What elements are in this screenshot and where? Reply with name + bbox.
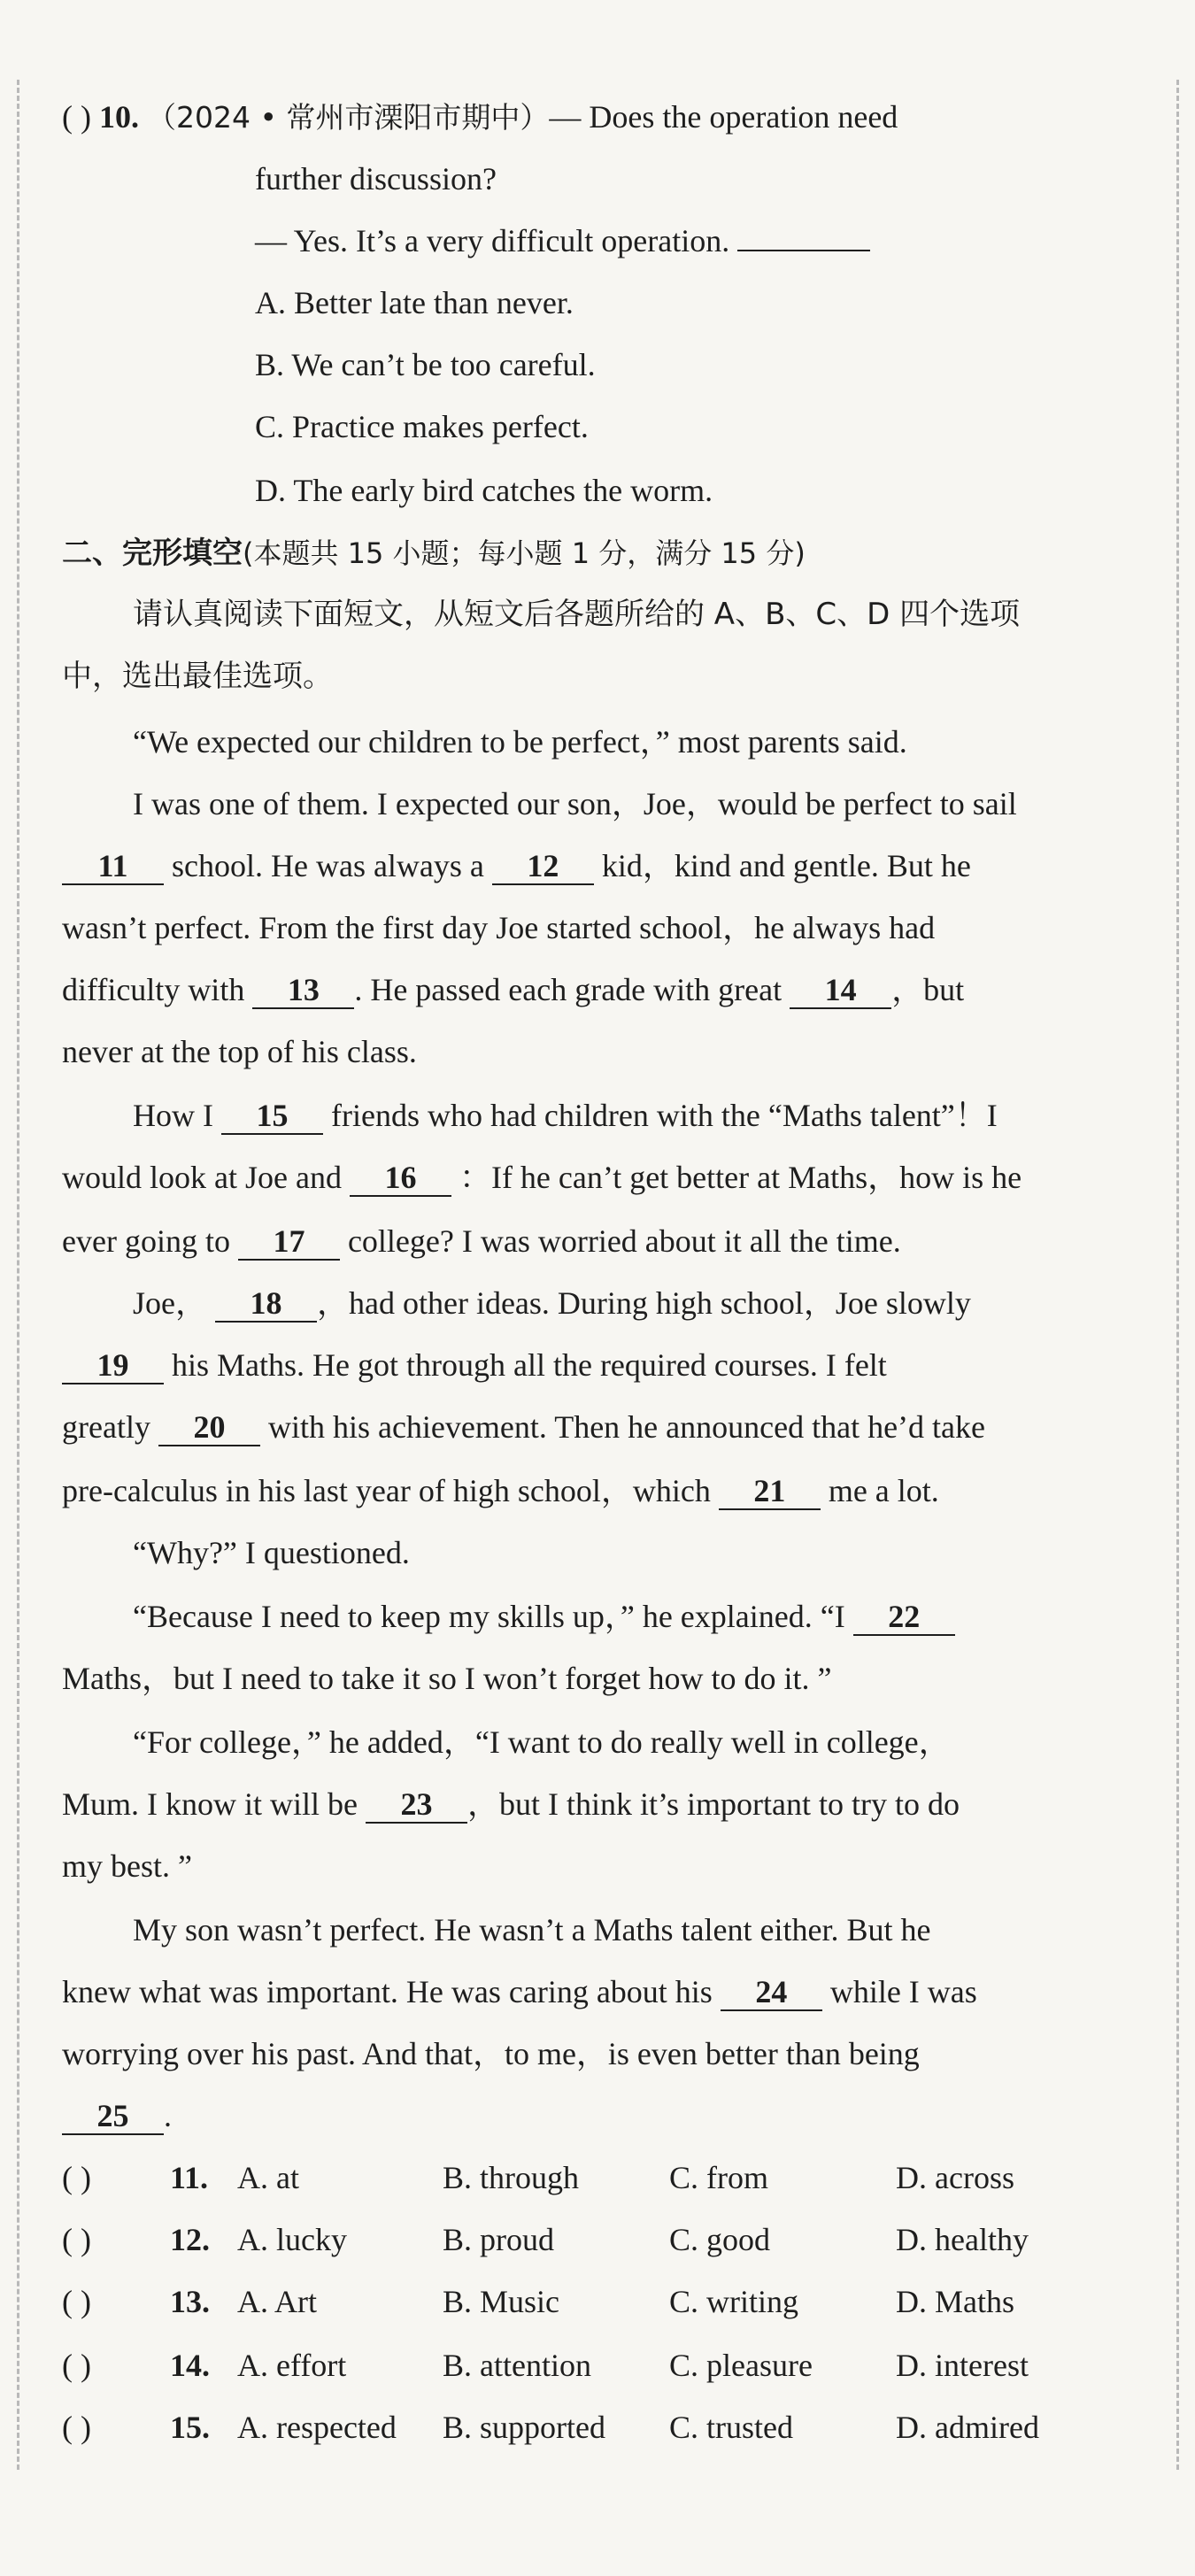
option-b[interactable]: B. Music xyxy=(443,2284,560,2319)
answer-paren[interactable]: ( ) xyxy=(62,2284,91,2319)
passage-line: “Why?” I questioned. xyxy=(133,1535,410,1570)
blank-12[interactable]: 12 xyxy=(492,848,594,885)
option-c[interactable]: C. writing xyxy=(669,2284,799,2319)
question-10-line3 xyxy=(255,220,870,262)
passage-text: ever going to xyxy=(62,1223,230,1259)
answer-paren[interactable]: ( ) xyxy=(62,99,91,135)
option-a[interactable]: A. Art xyxy=(237,2284,317,2319)
option-a[interactable]: A. lucky xyxy=(237,2222,347,2257)
passage-line xyxy=(62,1406,985,1448)
option-a[interactable]: A. at xyxy=(237,2160,299,2195)
option-d[interactable]: D. admired xyxy=(896,2410,1039,2445)
option-d[interactable]: D. across xyxy=(896,2160,1014,2195)
blank-24[interactable]: 24 xyxy=(721,1974,822,2011)
passage-line xyxy=(62,968,964,1011)
passage-text: pre-calculus in his last year of high school，which xyxy=(62,1473,711,1508)
blank-22[interactable]: 22 xyxy=(853,1599,955,1636)
blank-19[interactable]: 19 xyxy=(62,1347,164,1384)
passage-text: ，but I think it’s important to try to do xyxy=(466,1786,960,1822)
option-b[interactable]: B. proud xyxy=(443,2222,554,2257)
blank-25[interactable]: 25 xyxy=(62,2098,164,2135)
option-c[interactable]: C. pleasure xyxy=(669,2348,813,2383)
question-number: 12. xyxy=(170,2222,210,2257)
passage-text: while I was xyxy=(829,1974,977,2009)
passage-line xyxy=(133,1595,955,1638)
question-number: 13. xyxy=(170,2284,210,2319)
passage-text: ，but xyxy=(891,972,965,1007)
blank-23[interactable]: 23 xyxy=(366,1786,467,1824)
question-10-dialogue: — Yes. It’s a very difficult operation. xyxy=(255,223,730,258)
option-c[interactable]: C. trusted xyxy=(669,2410,793,2445)
passage-line: worrying over his past. And that，to me，is even better than being xyxy=(62,2036,920,2071)
passage-line xyxy=(62,1783,960,1825)
question-10-header xyxy=(62,96,898,139)
section-title: 二、完形填空 xyxy=(62,536,243,571)
question-10-blank[interactable] xyxy=(737,220,870,251)
blank-17[interactable]: 17 xyxy=(238,1223,340,1261)
option-a[interactable]: A. respected xyxy=(237,2410,397,2445)
passage-line xyxy=(62,1220,901,1262)
passage-text: me a lot. xyxy=(828,1473,939,1508)
question-number: 14. xyxy=(170,2348,210,2383)
answer-paren[interactable]: ( ) xyxy=(62,2222,91,2257)
blank-21[interactable]: 21 xyxy=(719,1473,821,1510)
passage-line xyxy=(62,1156,1022,1199)
passage-text: ：If he can’t get better at Maths，how is he xyxy=(459,1160,1022,1195)
passage-text: his Maths. He got through all the required courses. I felt xyxy=(172,1347,887,1383)
option-c[interactable]: C. from xyxy=(669,2160,768,2195)
passage-text: with his achievement. Then he announced that he’d take xyxy=(267,1409,986,1445)
passage-line xyxy=(62,1469,939,1512)
passage-text: difficulty with xyxy=(62,972,245,1007)
passage-line: “For college，” he added，“I want to do really well in college， xyxy=(133,1724,951,1760)
q10-option-b[interactable]: B. We can’t be too careful. xyxy=(255,347,596,382)
option-d[interactable]: D. Maths xyxy=(896,2284,1014,2319)
passage-text: school. He was always a xyxy=(172,848,484,883)
right-dashed-margin xyxy=(1176,80,1179,2470)
option-d[interactable]: D. healthy xyxy=(896,2222,1029,2257)
passage-line: never at the top of his class. xyxy=(62,1034,417,1069)
option-c[interactable]: C. good xyxy=(669,2222,771,2257)
option-b[interactable]: B. through xyxy=(443,2160,580,2195)
passage-line xyxy=(62,845,971,887)
passage-line xyxy=(133,1094,998,1137)
section-heading xyxy=(62,531,806,575)
question-number: 11. xyxy=(170,2160,209,2195)
blank-16[interactable]: 16 xyxy=(350,1160,451,1197)
passage-text: . xyxy=(164,2098,172,2133)
passage-text: . He passed each grade with great xyxy=(354,972,783,1007)
blank-18[interactable]: 18 xyxy=(215,1285,317,1323)
passage-line xyxy=(133,1282,971,1324)
passage-line: My son wasn’t perfect. He wasn’t a Maths talent either. But he xyxy=(133,1912,931,1947)
passage-line: my best. ” xyxy=(62,1848,192,1884)
instructions-line1: 请认真阅读下面短文，从短文后各题所给的 A、B、C、D 四个选项 xyxy=(133,597,1021,632)
answer-paren[interactable]: ( ) xyxy=(62,2410,91,2445)
passage-line xyxy=(62,2094,172,2137)
blank-15[interactable]: 15 xyxy=(221,1098,323,1135)
passage-line: Maths，but I need to take it so I won’t forget how to do it. ” xyxy=(62,1661,832,1696)
q10-option-d[interactable]: D. The early bird catches the worm. xyxy=(255,473,713,508)
q10-option-c[interactable]: C. Practice makes perfect. xyxy=(255,409,589,444)
option-b[interactable]: B. attention xyxy=(443,2348,591,2383)
instructions-line2: 中，选出最佳选项。 xyxy=(62,659,333,694)
left-dashed-margin xyxy=(17,80,19,2470)
option-a[interactable]: A. effort xyxy=(237,2348,347,2383)
passage-line: I was one of them. I expected our son，Joe，would be perfect to sail xyxy=(133,786,1017,821)
passage-text: ，had other ideas. During high school，Joe slowly xyxy=(317,1285,971,1321)
answer-paren[interactable]: ( ) xyxy=(62,2160,91,2195)
passage-text: Mum. I know it will be xyxy=(62,1786,358,1822)
passage-line: “We expected our children to be perfect，” most parents said. xyxy=(133,724,907,760)
blank-20[interactable]: 20 xyxy=(158,1409,260,1446)
question-number: 10. xyxy=(98,99,139,135)
passage-text: kid，kind and gentle. But he xyxy=(601,848,971,883)
blank-13[interactable]: 13 xyxy=(252,972,354,1009)
passage-text: How I xyxy=(133,1098,213,1133)
passage-text: Joe， xyxy=(133,1285,207,1321)
answer-paren[interactable]: ( ) xyxy=(62,2348,91,2383)
option-b[interactable]: B. supported xyxy=(443,2410,605,2445)
option-d[interactable]: D. interest xyxy=(896,2348,1029,2383)
passage-line xyxy=(62,1971,977,2013)
passage-line xyxy=(62,1344,887,1386)
passage-line: wasn’t perfect. From the first day Joe started school，he always had xyxy=(62,910,936,945)
passage-text: greatly xyxy=(62,1409,150,1445)
question-source: （2024 • 常州市溧阳市期中） xyxy=(146,100,550,135)
blank-11[interactable]: 11 xyxy=(62,848,164,885)
q10-option-a[interactable]: A. Better late than never. xyxy=(255,285,574,320)
passage-text: college? I was worried about it all the time. xyxy=(347,1223,901,1259)
section-note: (本题共 15 小题；每小题 1 分，满分 15 分) xyxy=(243,536,806,570)
passage-text: knew what was important. He was caring about his xyxy=(62,1974,713,2009)
passage-text: “Because I need to keep my skills up，” he explained. “I xyxy=(133,1599,845,1634)
question-number: 15. xyxy=(170,2410,210,2445)
passage-text: would look at Joe and xyxy=(62,1160,342,1195)
passage-text: friends who had children with the “Maths talent”！I xyxy=(330,1098,998,1133)
question-10-line1: — Does the operation need xyxy=(549,99,898,135)
question-10-line2: further discussion? xyxy=(255,161,497,197)
blank-14[interactable]: 14 xyxy=(790,972,891,1009)
